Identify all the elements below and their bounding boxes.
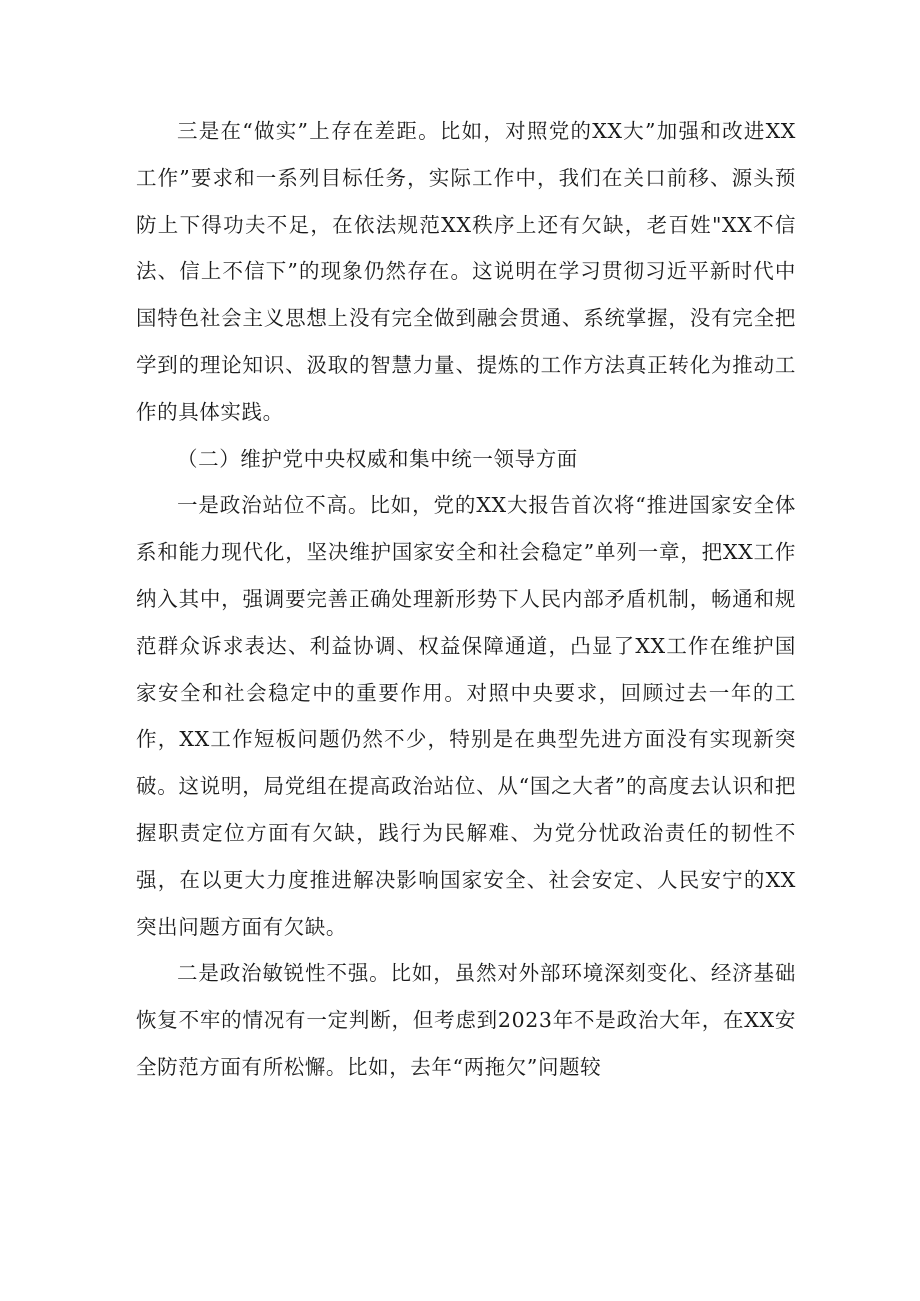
section-heading-2: （二）维护党中央权威和集中统一领导方面 [177, 446, 578, 471]
paragraph-first-point: 一是政治站位不高。比如，党的XX大报告首次将“推进国家安全体系和能力现代化，坚决维护国家安全和社会稳定”单列一章，把XX工作纳入其中，强调要完善正确处理新形势下人民内部矛盾机制，畅通和规范群众诉求表达、利益协调、权益保障通道，凸显了XX工作在维护国家安全和社会稳定中的重要作用。对照中央要求，回顾过去一年的工作，XX工作短板问题仍然不少，特别是在典型先进方面没有实现新突破。这说明，局党组在提高政治站位、从“国之大者”的高度去认识和把握职责定位方面有欠缺，践行为民解难、为党分忧政治责任的韧性不强，在以更大力度推进解决影响国家安全、社会安定、人民安宁的XX突出问题方面有欠缺。 [136, 493, 796, 939]
document-body [136, 108, 796, 1091]
paragraph-third-point: 三是在“做实”上存在差距。比如，对照党的XX大”加强和改进XX工作”要求和一系列目标任务，实际工作中，我们在关口前移、源头预防上下得功夫不足，在依法规范XX秩序上还有欠缺，老百姓"XX不信法、信上不信下”的现象仍然存在。这说明在学习贯彻习近平新时代中国特色社会主义思想上没有完全做到融会贯通、系统掌握，没有完全把学到的理论知识、汲取的智慧力量、提炼的工作方法真正转化为推动工作的具体实践。 [136, 119, 796, 424]
paragraph-second-point: 二是政治敏锐性不强。比如，虽然对外部环境深刻变化、经济基础恢复不牢的情况有一定判断，但考虑到2023年不是政治大年，在XX安全防范方面有所松懈。比如，去年“两拖欠”问题较 [136, 961, 796, 1079]
